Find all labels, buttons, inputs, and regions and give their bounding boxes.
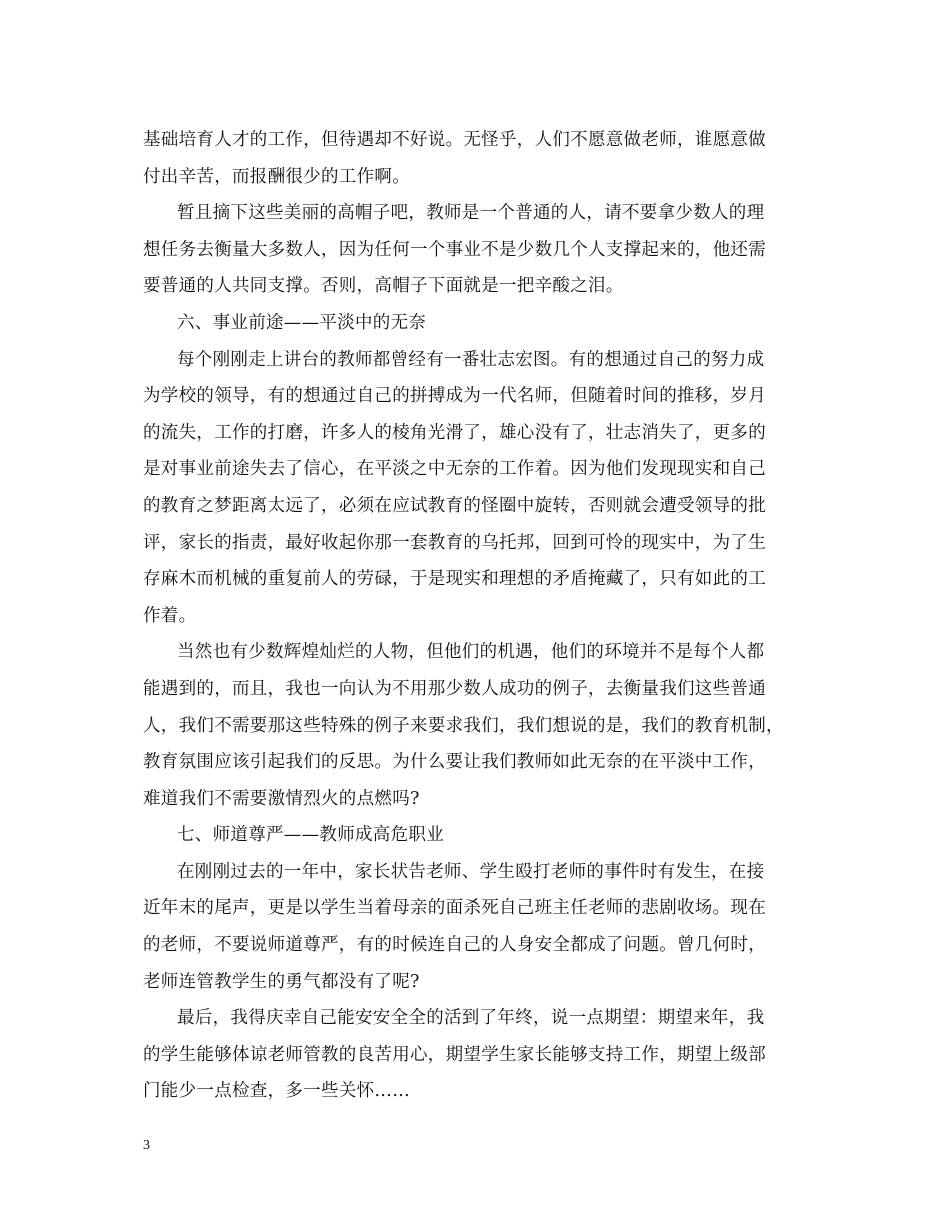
document-body — [143, 122, 808, 1110]
text-line: 老师连管教学生的勇气都没有了呢? — [143, 971, 420, 992]
text-line: 要普通的人共同支撑。否则，高帽子下面就是一把辛酸之泪。 — [143, 276, 624, 297]
text-line: 的老师，不要说师道尊严，有的时候连自己的人身安全都成了问题。曾几何时， — [143, 935, 766, 956]
text-line: 门能少一点检查，多一些关怀…… — [143, 1081, 410, 1102]
text-line: 想任务去衡量大多数人，因为任何一个事业不是少数几个人支撑起来的，他还需 — [143, 239, 766, 260]
text-line: 的流失，工作的打磨，许多人的棱角光滑了，雄心没有了，壮志消失了，更多的 — [143, 422, 766, 443]
text-line: 暂且摘下这些美丽的高帽子吧，教师是一个普通的人，请不要拿少数人的理 — [177, 203, 765, 224]
text-line: 付出辛苦，而报酬很少的工作啊。 — [143, 166, 410, 187]
text-line: 当然也有少数辉煌灿烂的人物，但他们的机遇，他们的环境并不是每个人都 — [177, 642, 765, 663]
text-line: 作着。 — [143, 605, 197, 626]
text-line: 的学生能够体谅老师管教的良苦用心，期望学生家长能够支持工作，期望上级部 — [143, 1044, 766, 1065]
text-line: 每个刚刚走上讲台的教师都曾经有一番壮志宏图。有的想通过自己的努力成 — [177, 349, 765, 370]
text-line: 的教育之梦距离太远了，必须在应试教育的怪圈中旋转，否则就会遭受领导的批 — [143, 495, 766, 516]
text-line: 在刚刚过去的一年中，家长状告老师、学生殴打老师的事件时有发生，在接 — [177, 861, 765, 882]
section-heading: 七、师道尊严——教师成高危职业 — [177, 825, 444, 846]
text-line: 评，家长的指责，最好收起你那一套教育的乌托邦，回到可怜的现实中，为了生 — [143, 532, 766, 553]
text-line: 难道我们不需要激情烈火的点燃吗? — [143, 788, 420, 809]
text-line: 近年末的尾声，更是以学生当着母亲的面杀死自己班主任老师的悲剧收场。现在 — [143, 898, 766, 919]
text-line: 为学校的领导，有的想通过自己的拼搏成为一代名师，但随着时间的推移，岁月 — [143, 386, 766, 407]
text-line: 教育氛围应该引起我们的反思。为什么要让我们教师如此无奈的在平淡中工作， — [143, 752, 766, 773]
text-line: 基础培育人才的工作，但待遇却不好说。无怪乎，人们不愿意做老师，谁愿意做 — [143, 130, 766, 150]
text-line: 存麻木而机械的重复前人的劳碌，于是现实和理想的矛盾掩藏了，只有如此的工 — [143, 569, 766, 590]
text-line: 能遇到的，而且，我也一向认为不用那少数人成功的例子，去衡量我们这些普通 — [143, 678, 766, 699]
text-line: 最后，我得庆幸自己能安安全全的活到了年终，说一点期望：期望来年，我 — [177, 1008, 765, 1029]
section-heading: 六、事业前途——平淡中的无奈 — [177, 312, 427, 333]
text-line: 是对事业前途失去了信心，在平淡之中无奈的工作着。因为他们发现现实和自己 — [143, 459, 766, 480]
page-number: 3 — [143, 1138, 150, 1153]
text-line: 人，我们不需要那这些特殊的例子来要求我们，我们想说的是，我们的教育机制， — [143, 715, 784, 736]
